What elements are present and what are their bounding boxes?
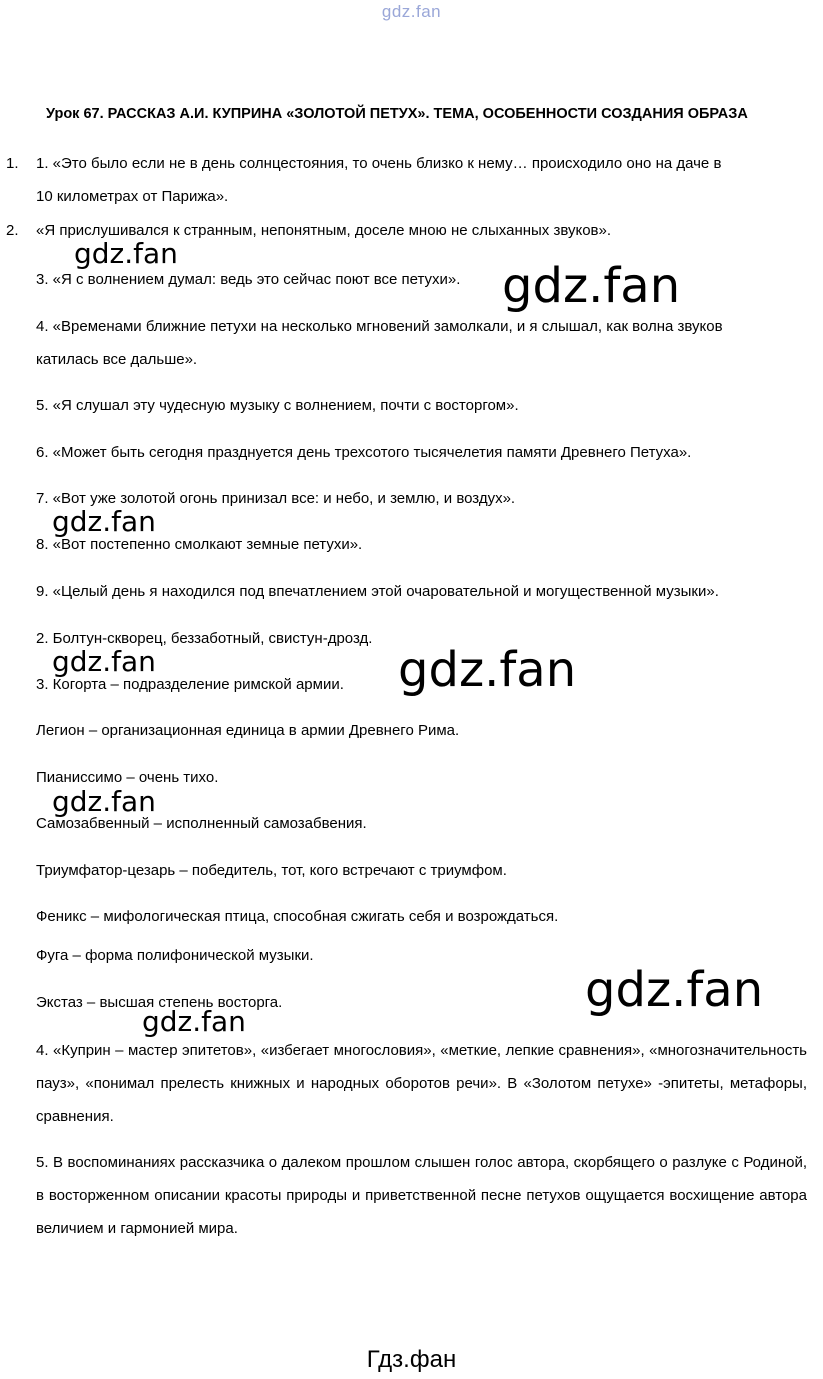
answer-3-ekstaz: Экстаз – высшая степень восторга.: [36, 994, 283, 1011]
answer-5: 5. В воспоминаниях рассказчика о далеком прошлом слышен голос автора, скорбящего о разлуке с Родиной, в восторженном описании красоты природы и приветственной песне петухов ощущается восхищение автора величием и гармонией мира.: [36, 1154, 807, 1237]
answer-1-item-3: 3. «Я с волнением думал: ведь это сейчас поют все петухи».: [36, 271, 461, 288]
answer-2: 2. Болтун-скворец, беззаботный, свистун-дрозд.: [36, 630, 373, 647]
footer-mark: Гдз.фан: [366, 1346, 457, 1373]
watermark-8: gdz.fan: [142, 1005, 246, 1038]
watermark-3: gdz.fan: [52, 505, 156, 538]
answer-3-feniks: Феникс – мифологическая птица, способная сжигать себя и возрождаться.: [36, 908, 559, 925]
answer-1-item-9: 9. «Целый день я находился под впечатлением этой очаровательной и могущественной музыки».: [36, 583, 719, 600]
outer-number-2: 2.: [6, 222, 19, 239]
answer-1-item-1-line-1: 1. «Это было если не в день солнцестояния, то очень близко к нему… происходило оно на даче в: [36, 155, 722, 172]
answer-3-triumfator: Триумфатор-цезарь – победитель, тот, кого встречают с триумфом.: [36, 862, 507, 879]
answer-3-samozabvenny: Самозабвенный – исполненный самозабвения.: [36, 815, 367, 832]
watermark-1: gdz.fan: [74, 237, 178, 270]
watermark-4: gdz.fan: [52, 645, 156, 678]
answer-3-fuga: Фуга – форма полифонической музыки.: [36, 947, 314, 964]
answer-1-item-4-line-2: катилась все дальше».: [36, 351, 198, 368]
watermark-7: gdz.fan: [585, 962, 764, 1018]
answer-3-pianissimo: Пианиссимо – очень тихо.: [36, 769, 219, 786]
answer-1-item-4-line-1: 4. «Временами ближние петухи на несколько мгновений замолкали, и я слышал, как волна звуков: [36, 318, 723, 335]
watermark-5: gdz.fan: [398, 642, 577, 698]
answer-1-item-5: 5. «Я слушал эту чудесную музыку с волнением, почти с восторгом».: [36, 397, 519, 414]
answer-1-item-2: «Я прислушивался к странным, непонятным, доселе мною не слыханных звуков».: [36, 222, 612, 239]
answer-3-legion: Легион – организационная единица в армии Древнего Рима.: [36, 722, 460, 739]
outer-number-1: 1.: [6, 155, 19, 172]
watermark-2: gdz.fan: [502, 258, 681, 314]
site-mark: gdz.fan: [381, 2, 442, 21]
answer-4: 4. «Куприн – мастер эпитетов», «избегает многословия», «меткие, лепкие сравнения», «многозначительность пауз», «понимал прелесть книжных и народных оборотов речи». В «Золотом петухе» -эпитеты, метафоры, сравнения.: [36, 1042, 807, 1125]
answer-1-item-6: 6. «Может быть сегодня празднуется день трехсотого тысячелетия памяти Древнего Петуха».: [36, 444, 692, 461]
answer-1-item-1-line-2: 10 километрах от Парижа».: [36, 188, 229, 205]
lesson-title: Урок 67. РАССКАЗ А.И. КУПРИНА «ЗОЛОТОЙ ПЕТУХ». ТЕМА, ОСОБЕННОСТИ СОЗДАНИЯ ОБРАЗА: [46, 106, 748, 122]
watermark-6: gdz.fan: [52, 785, 156, 818]
answer-3-kogorta: 3. Когорта – подразделение римской армии.: [36, 676, 344, 693]
answer-1-item-7: 7. «Вот уже золотой огонь принизал все: и небо, и землю, и воздух».: [36, 490, 516, 507]
answer-1-item-8: 8. «Вот постепенно смолкают земные петухи».: [36, 536, 363, 553]
